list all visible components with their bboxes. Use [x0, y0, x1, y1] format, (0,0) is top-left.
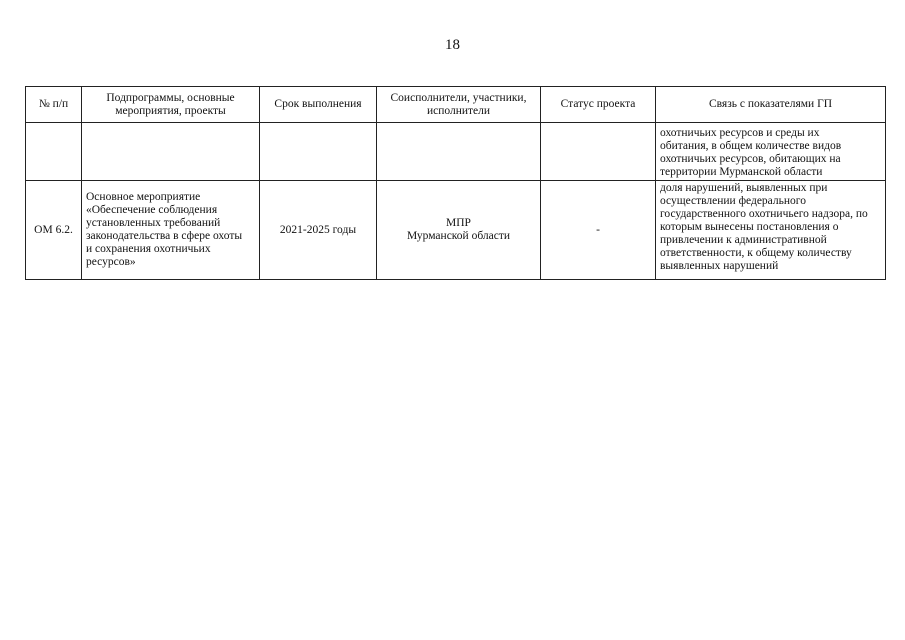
cell-term	[260, 123, 377, 181]
cell-num: ОМ 6.2.	[26, 181, 82, 280]
cell-name: Основное мероприятие «Обеспечение соблюдения установленных требований законодательства в сфере охоты и сохранения охотничьих ресурсов»	[82, 181, 260, 280]
table-row	[26, 123, 886, 181]
cell-name	[82, 123, 260, 181]
cell-link: охотничьих ресурсов и среды их обитания, в общем количестве видов охотничьих ресурсов, обитающих на территории Мурманской области	[656, 123, 886, 181]
header-link: Связь с показателями ГП	[656, 87, 886, 123]
table-header-row	[26, 87, 886, 123]
header-executors: Соисполнители, участники, исполнители	[377, 87, 541, 123]
header-term: Срок выполнения	[260, 87, 377, 123]
table-header	[26, 87, 886, 123]
header-name: Подпрограммы, основные мероприятия, проекты	[82, 87, 260, 123]
table-row	[26, 181, 886, 280]
program-table	[25, 86, 886, 280]
cell-status	[541, 123, 656, 181]
cell-term: 2021-2025 годы	[260, 181, 377, 280]
cell-status: -	[541, 181, 656, 280]
cell-executors: МПР Мурманской области	[377, 181, 541, 280]
cell-executors	[377, 123, 541, 181]
cell-num	[26, 123, 82, 181]
page-number: 18	[445, 37, 460, 53]
cell-link: доля нарушений, выявленных при осуществлении федерального государственного охотничьего надзора, по которым вынесены постановления о привлечении к административной ответственности, к общему количеству выявленных нарушений	[656, 181, 886, 280]
header-status: Статус проекта	[541, 87, 656, 123]
header-num: № п/п	[26, 87, 82, 123]
